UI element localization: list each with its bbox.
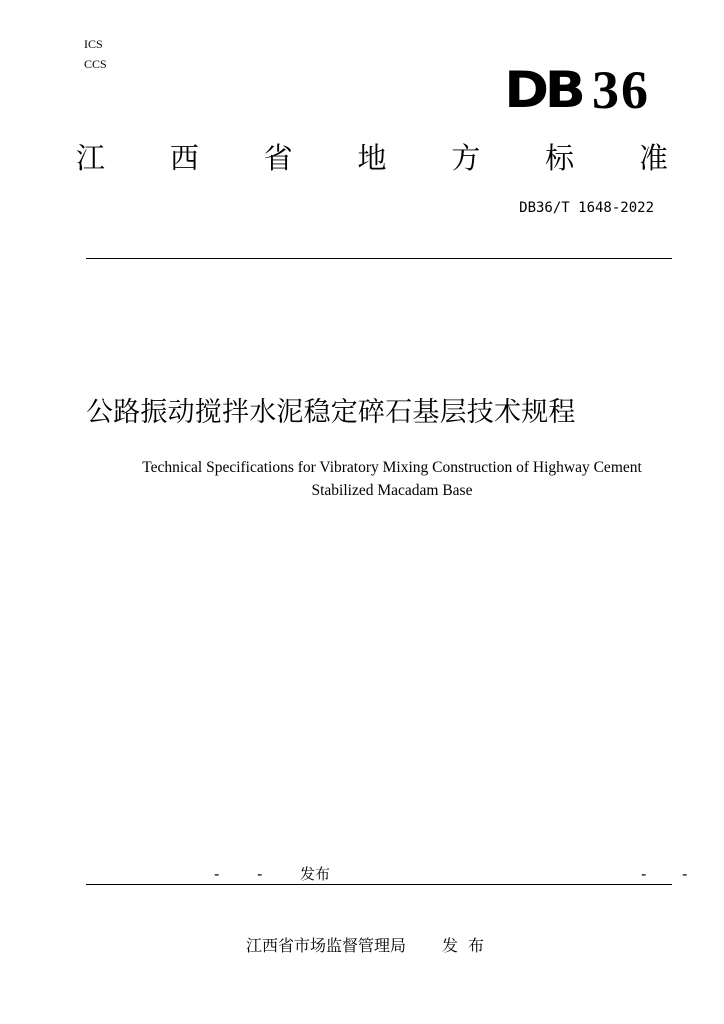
publish-label: 发布	[300, 865, 331, 883]
title-chinese: 公路振动搅拌水泥稳定碎石基层技术规程	[86, 397, 576, 428]
ccs-label: CCS	[84, 57, 107, 71]
publish-date-dash: -	[214, 865, 220, 883]
bottom-divider	[86, 884, 672, 885]
standard-type-char: 准	[638, 141, 668, 175]
top-divider	[86, 258, 672, 259]
logo-db-text: DB	[504, 61, 582, 119]
standard-number: DB36/T 1648-2022	[519, 200, 654, 216]
db36-logo	[504, 60, 650, 120]
issuer-line	[246, 935, 494, 957]
standard-type-char: 标	[545, 141, 575, 175]
issuer-action: 发布	[442, 936, 495, 955]
standard-type-char: 省	[263, 141, 293, 175]
standard-type-char: 西	[169, 141, 199, 175]
issuer-name: 江西省市场监督管理局	[246, 936, 407, 955]
standard-type-char: 地	[357, 141, 387, 175]
publish-date-dash: -	[257, 865, 263, 883]
standard-type-char: 方	[451, 141, 481, 175]
logo-number-text: 36	[592, 60, 650, 120]
title-english	[100, 456, 684, 502]
title-english-line-2: Stabilized Macadam Base	[311, 482, 473, 499]
ics-label: ICS	[84, 37, 103, 51]
standard-type-char: 江	[76, 141, 106, 175]
title-english-line-1: Technical Specifications for Vibratory Mixing Construction of Highway Cement	[142, 459, 642, 476]
implement-date-dash: -	[682, 865, 688, 883]
standard-type-heading	[76, 138, 668, 178]
implement-date-dash: -	[641, 865, 647, 883]
